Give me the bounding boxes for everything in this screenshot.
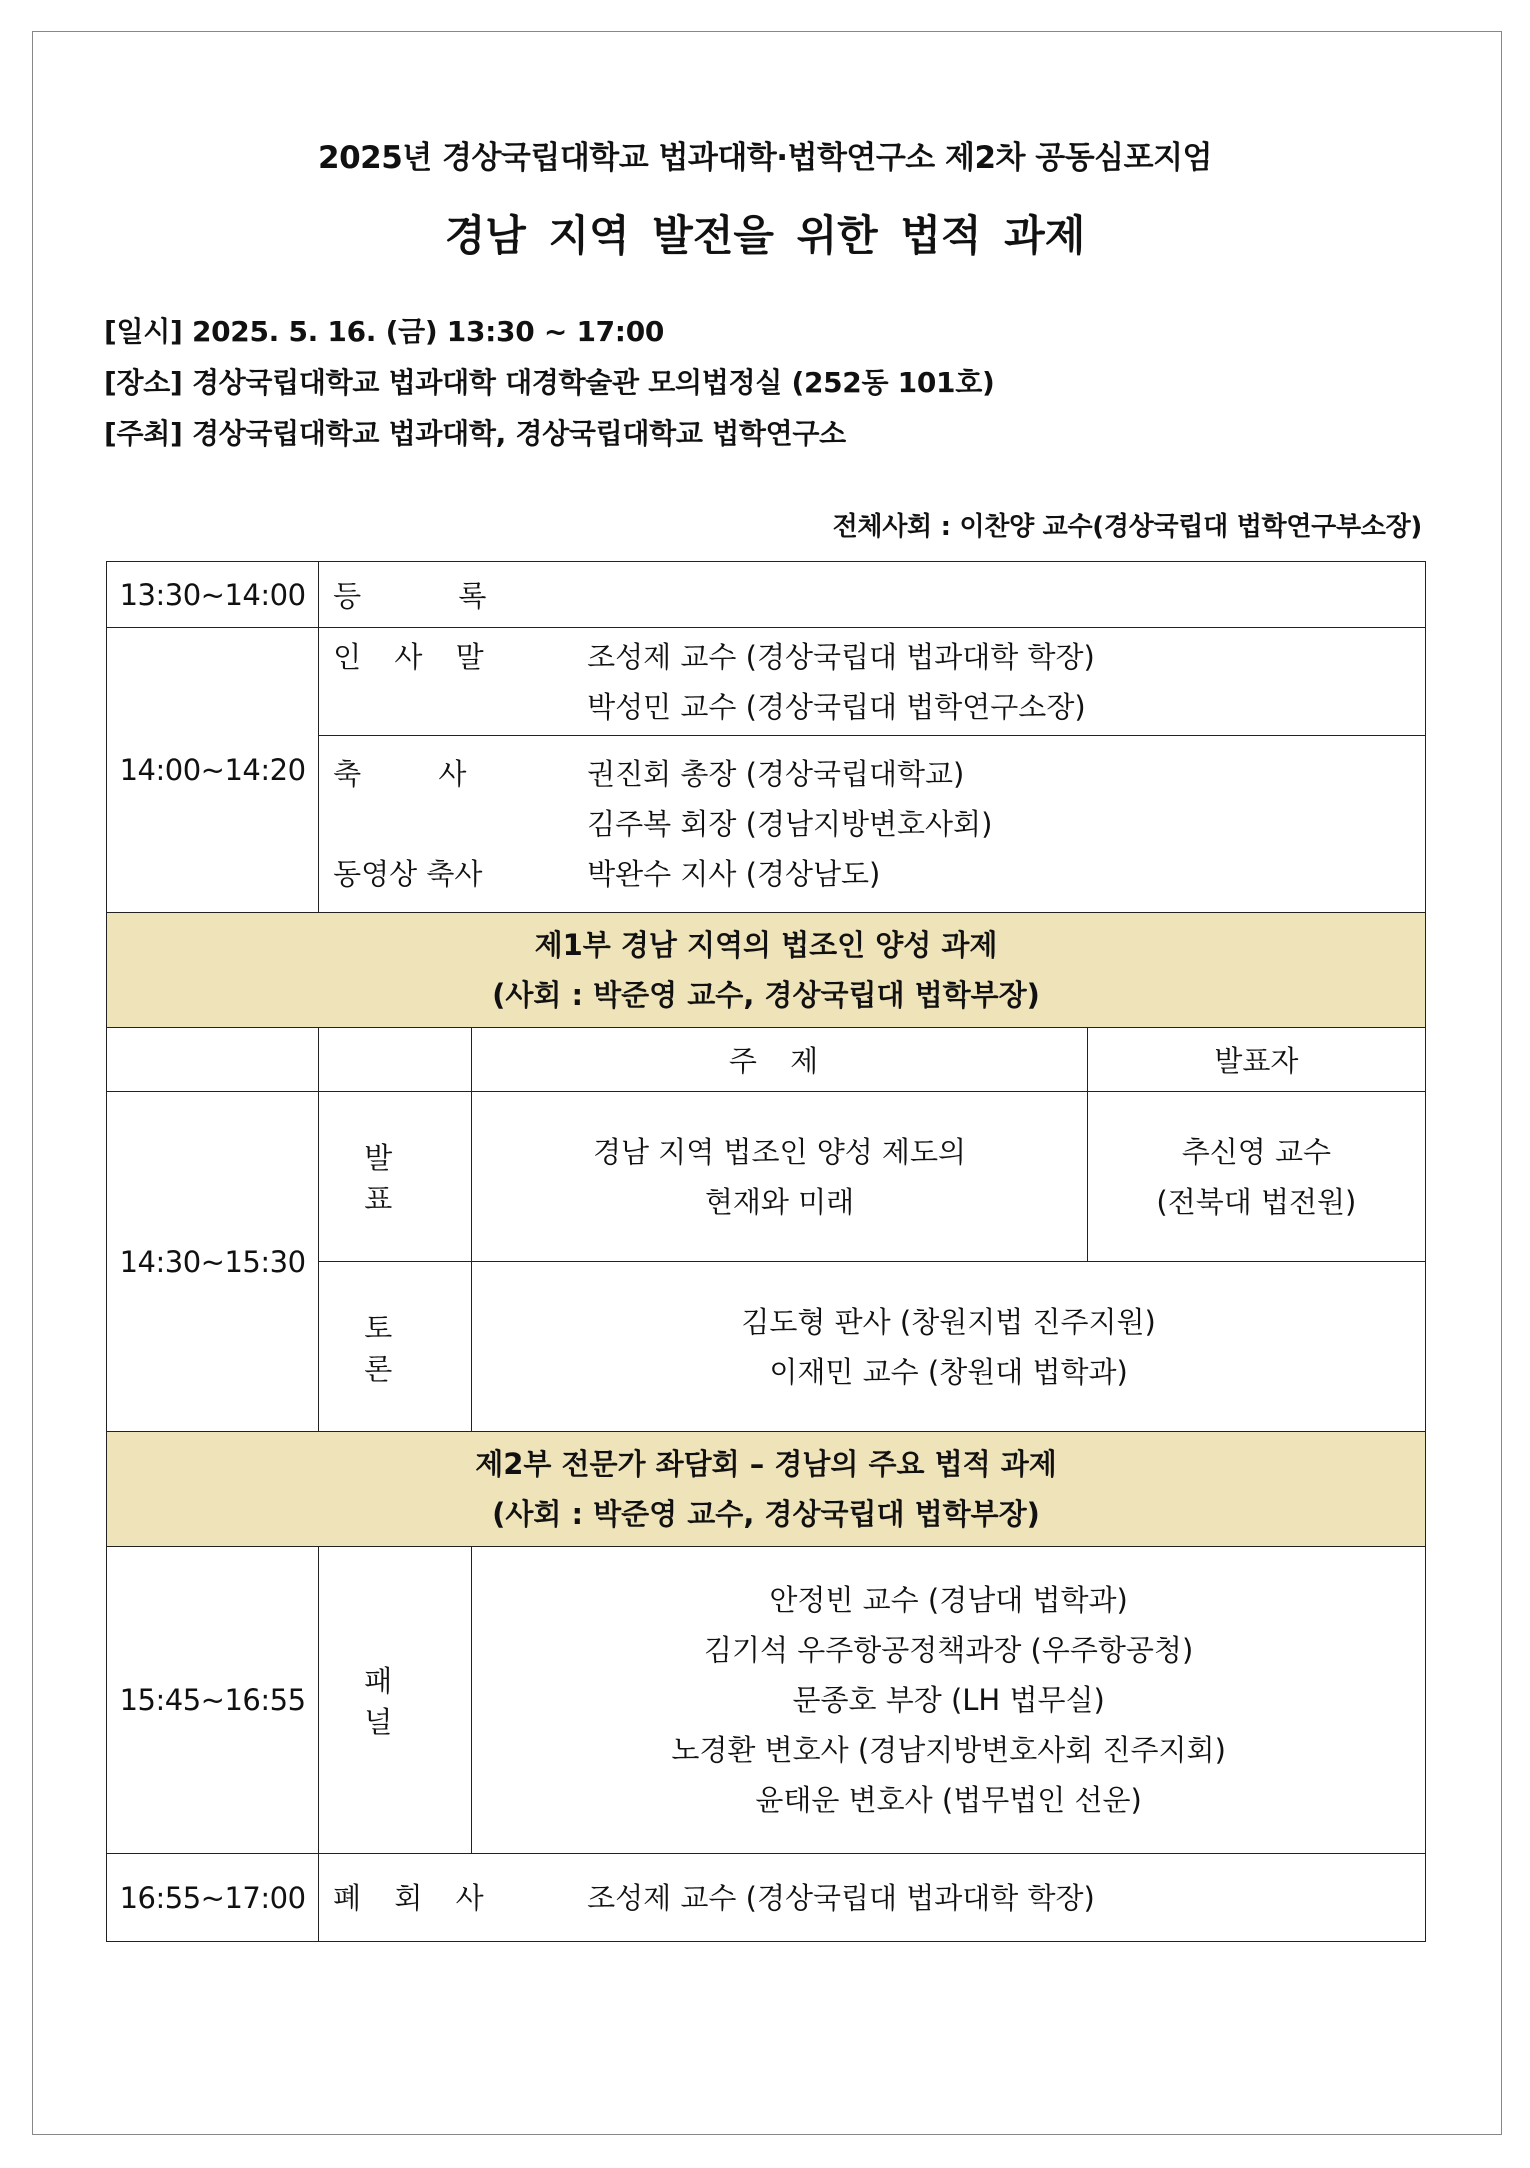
panel-row <box>107 1547 1426 1854</box>
closing-cell <box>319 1854 1426 1942</box>
symposium-title: 2025년 경상국립대학교 법과대학·법학연구소 제2차 공동심포지엄 <box>318 140 1212 176</box>
event-date: [일시] 2025. 5. 16. (금) 13:30 ~ 17:00 <box>104 315 665 348</box>
topic-column-header: 주 제 <box>472 1028 1087 1092</box>
event-venue: [장소] 경상국립대학교 법과대학 대경학술관 모의법정실 (252동 101호) <box>104 366 995 399</box>
time-cell: 14:30~15:30 <box>107 1092 319 1432</box>
registration-row <box>107 562 1426 628</box>
video-congrats-speaker: 박완수 지사 (경상남도) <box>587 857 881 891</box>
greeting-speaker: 조성제 교수 (경상국립대 법과대학 학장) <box>587 639 1095 674</box>
presentation-label: 발 표 <box>319 1092 472 1262</box>
presentation-topic: 경남 지역 법조인 양성 제도의 현재와 미래 <box>472 1092 1087 1262</box>
video-congrats-label: 동영상 축사 <box>333 857 483 891</box>
registration-cell <box>319 562 1426 628</box>
registration-label: 등 록 <box>333 579 531 613</box>
panelist: 문종호 부장 (LH 법무실) <box>792 1683 1105 1717</box>
time-cell: 13:30~14:00 <box>107 562 319 628</box>
panel-label: 패 널 <box>319 1547 472 1854</box>
congrats-label: 축 사 <box>333 757 501 791</box>
part1-title: 제1부 경남 지역의 법조인 양성 과제 <box>534 928 998 962</box>
event-host: [주최] 경상국립대학교 법과대학, 경상국립대학교 법학연구소 <box>104 417 846 450</box>
time-cell: 14:00~14:20 <box>107 628 319 913</box>
panelist: 윤태운 변호사 (법무법인 선운) <box>755 1783 1142 1817</box>
presenter-column-header: 발표자 <box>1087 1028 1425 1092</box>
part1-header <box>107 913 1426 1028</box>
panelist: 안정빈 교수 (경남대 법학과) <box>769 1583 1128 1617</box>
time-cell: 16:55~17:00 <box>107 1854 319 1942</box>
part2-title: 제2부 전문가 좌담회 – 경남의 주요 법적 과제 <box>475 1447 1057 1481</box>
presentation-row <box>107 1092 1426 1262</box>
panelists <box>472 1547 1426 1854</box>
program-table <box>106 561 1426 1942</box>
closing-label: 폐 회 사 <box>333 1880 496 1915</box>
discussants: 김도형 판사 (창원지법 진주지원) 이재민 교수 (창원대 법학과) <box>472 1262 1426 1432</box>
panelist: 김기석 우주항공정책과장 (우주항공청) <box>703 1633 1194 1667</box>
part2-header-row <box>107 1432 1426 1547</box>
part2-header <box>107 1432 1426 1547</box>
greeting-speaker: 박성민 교수 (경상국립대 법학연구소장) <box>587 689 1086 724</box>
part2-chair: (사회 : 박준영 교수, 경상국립대 법학부장) <box>492 1497 1040 1531</box>
greeting-label: 인 사 말 <box>333 639 496 674</box>
panelist: 노경환 변호사 (경남지방변호사회 진주지회) <box>671 1733 1226 1767</box>
congrats-cell <box>319 736 1426 913</box>
time-cell: 15:45~16:55 <box>107 1547 319 1854</box>
closing-speaker: 조성제 교수 (경상국립대 법과대학 학장) <box>587 1880 1095 1915</box>
part1-column-header-row <box>107 1028 1426 1092</box>
discussion-label: 토 론 <box>319 1262 472 1432</box>
congrats-speaker: 김주복 회장 (경남지방변호사회) <box>587 807 993 841</box>
presenter: 추신영 교수 (전북대 법전원) <box>1087 1092 1425 1262</box>
greeting-cell <box>319 628 1426 736</box>
part1-header-row <box>107 913 1426 1028</box>
greeting-row <box>107 628 1426 736</box>
closing-row <box>107 1854 1426 1942</box>
overall-moderator: 전체사회 : 이찬양 교수(경상국립대 법학연구부소장) <box>832 512 1422 542</box>
congrats-speaker: 권진회 총장 (경상국립대학교) <box>587 757 965 791</box>
symposium-theme: 경남 지역 발전을 위한 법적 과제 <box>444 211 1086 260</box>
part1-chair: (사회 : 박준영 교수, 경상국립대 법학부장) <box>492 978 1040 1012</box>
